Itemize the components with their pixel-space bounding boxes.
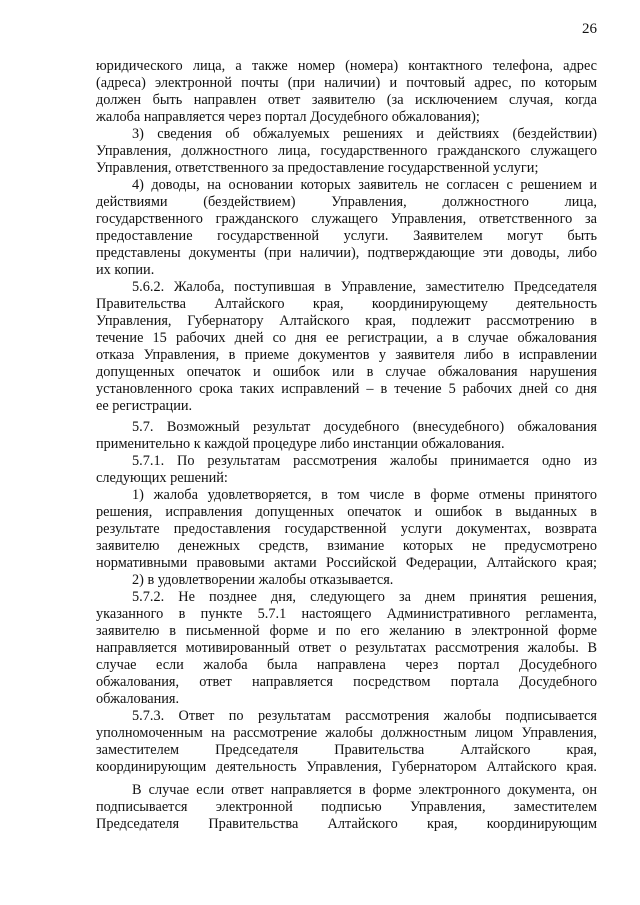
text-line: 5.7.1. По результатам рассмотрения жалобы принимается одно из [132, 453, 597, 469]
text-line: случае если жалоба была направлена через портал Досудебного [96, 657, 597, 673]
text-line: представлены документы (при наличии), подтверждающие эти доводы, либо [96, 245, 597, 261]
text-line: В случае если ответ направляется в форме электронного документа, он [132, 782, 597, 798]
text-line: Управления, Губернатору Алтайского края, подлежит рассмотрению в [96, 313, 597, 329]
text-line: обжалования, ответ направляется посредством портала Досудебного [96, 674, 597, 690]
text-line: 5.7. Возможный результат досудебного (внесудебного) обжалования [132, 419, 597, 435]
text-line: нормативными правовыми актами Российской Федерации, Алтайского края; [96, 555, 597, 571]
text-line: ее регистрации. [96, 398, 193, 414]
text-line: их копии. [96, 262, 155, 278]
text-line: предоставление государственной услуги. Заявителем могут быть [96, 228, 597, 244]
text-line: решения, исправления допущенных опечаток и ошибок в выданных в [96, 504, 597, 520]
text-line: 5.6.2. Жалоба, поступившая в Управление, заместителю Председателя [132, 279, 597, 295]
text-line: 5.7.2. Не позднее дня, следующего за днем принятия решения, [132, 589, 597, 605]
text-line: 3) сведения об обжалуемых решениях и действиях (бездействии) [132, 126, 597, 142]
text-line: Управления, ответственного за предоставление государственной услуги; [96, 160, 539, 176]
text-line: подписывается электронной подписью Управления, заместителем [96, 799, 597, 815]
text-line: 4) доводы, на основании которых заявитель не согласен с решением и [132, 177, 597, 193]
text-line: юридического лица, а также номер (номера) контактного телефона, адрес [96, 58, 597, 74]
document-body [96, 58, 597, 833]
text-line: заявителю денежных средств, взимание которых не предусмотрено [96, 538, 597, 554]
text-line: Управления, должностного лица, государственного гражданского служащего [96, 143, 597, 159]
text-line: указанного в пункте 5.7.1 настоящего Административного регламента, [96, 606, 597, 622]
text-line: течение 15 рабочих дней со дня ее регистрации, а в случае обжалования [96, 330, 597, 346]
text-line: следующих решений: [96, 470, 228, 486]
text-line: уполномоченным на рассмотрение жалобы должностным лицом Управления, [96, 725, 597, 741]
text-line: государственного гражданского служащего Управления, ответственного за [96, 211, 597, 227]
text-line: Председателя Правительства Алтайского края, координирующим [96, 816, 597, 832]
text-line: результате предоставления государственной услуги документах, возврата [96, 521, 597, 537]
page-number: 26 [582, 21, 597, 37]
text-line: обжалования. [96, 691, 180, 707]
text-line: жалоба направляется через портал Досудебного обжалования); [96, 109, 480, 125]
text-line: отказа Управления, в приеме документов у заявителя либо в исправлении [96, 347, 597, 363]
text-line: действиями (бездействием) Управления, должностного лица, [96, 194, 597, 210]
text-line: Правительства Алтайского края, координирующему деятельность [96, 296, 597, 312]
text-line: 5.7.3. Ответ по результатам рассмотрения жалобы подписывается [132, 708, 597, 724]
text-line: должен быть направлен ответ заявителю (за исключением случая, когда [96, 92, 597, 108]
text-line: заместителем Председателя Правительства Алтайского края, [96, 742, 597, 758]
text-line: установленного срока таких исправлений – в течение 5 рабочих дней со дня [96, 381, 597, 397]
text-line: заявителю в письменной форме и по его желанию в электронной форме [96, 623, 597, 639]
text-line: допущенных опечаток и ошибок или в случае обжалования нарушения [96, 364, 597, 380]
text-line: направляется мотивированный ответ о результатах рассмотрения жалобы. В [96, 640, 597, 656]
text-line: применительно к каждой процедуре либо инстанции обжалования. [96, 436, 505, 452]
text-line: координирующим деятельность Управления, Губернатором Алтайского края. [96, 759, 597, 775]
text-line: 1) жалоба удовлетворяется, в том числе в форме отмены принятого [132, 487, 597, 503]
text-line: 2) в удовлетворении жалобы отказывается. [132, 572, 394, 588]
text-line: (адреса) электронной почты (при наличии) и почтовый адрес, по которым [96, 75, 597, 91]
